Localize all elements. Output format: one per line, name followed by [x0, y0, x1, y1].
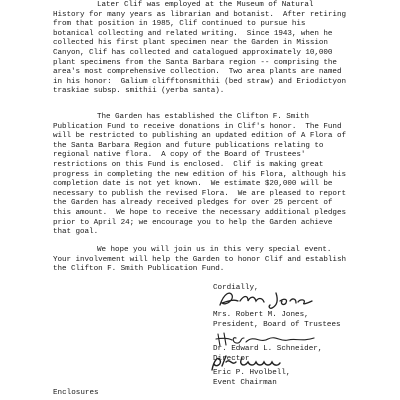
paragraph-line: collected his first plant specimen near the Garden in Mission	[53, 39, 328, 48]
paragraph-line: progress in completing the new edition of his Flora, although his	[53, 170, 346, 179]
paragraph-line: the Santa Barbara Region and future publications relating to	[53, 141, 324, 150]
paragraph-line: area's most comprehensive collection. Two area plants are named	[53, 68, 342, 77]
signatory-hvolbell	[213, 369, 290, 388]
paragraph-line: We hope you will join us in this very special event.	[97, 246, 332, 254]
paragraph-line: Later Clif was employed at the Museum of Natural	[97, 1, 314, 9]
signature-jones	[214, 289, 324, 311]
paragraph-line: restrictions on this Fund is enclosed. Clif is making great	[53, 160, 324, 169]
paragraph-line: traskiae subsp. smithii (yerba santa).	[53, 87, 225, 96]
paragraph-2	[53, 113, 383, 238]
paragraph-line: necessary to publish the revised Flora. We are pleased to report	[53, 189, 346, 198]
paragraph-line: botanical collecting and related writing. Since 1943, when he	[53, 29, 333, 38]
enclosures-note	[53, 389, 99, 399]
signatory-name: Eric P. Hvolbell,	[213, 369, 291, 377]
signatory-name: Dr. Edward L. Schneider,	[213, 345, 323, 353]
paragraph-line: the Clifton F. Smith Publication Fund.	[53, 265, 225, 274]
signatory-jones	[213, 311, 341, 330]
signatory-title: President, Board of Trustees	[213, 320, 341, 329]
closing-text: Cordially,	[213, 284, 259, 292]
paragraph-line: the Garden has already received pledges for over 25 percent of	[53, 199, 333, 208]
signatory-name: Mrs. Robert M. Jones,	[213, 311, 309, 319]
paragraph-line: that goal.	[53, 228, 99, 237]
paragraph-line: completion date is not yet known. We estimate $20,000 will be	[53, 180, 333, 189]
paragraph-line: regional native flora. A copy of the Board of Trustees'	[53, 151, 306, 160]
paragraph-line: History for many years as librarian and botanist. After retiring	[53, 10, 346, 19]
enclosures-label: Enclosures	[53, 389, 99, 397]
paragraph-line: Canyon, Clif has collected and catalogued approximately 10,000	[53, 48, 333, 57]
paragraph-line: plant specimens from the Santa Barbara region -- comprising the	[53, 58, 337, 67]
paragraph-1	[53, 1, 383, 97]
paragraph-line: will be restricted to publishing an updated edition of A Flora of	[53, 132, 346, 141]
paragraph-line: Publication Fund to receive donations in Clif's honor. The Fund	[53, 122, 342, 131]
paragraph-line: from that position in 1985, Clif continued to pursue his	[53, 20, 306, 29]
paragraph-3	[53, 246, 383, 275]
paragraph-line: prior to April 24; we encourage you to help the Garden achieve	[53, 218, 333, 227]
paragraph-line: The Garden has established the Clifton F. Smith	[97, 113, 309, 121]
paragraph-line: in his honor: Galium clifftonsmithii (bed straw) and Eriodictyon	[53, 77, 346, 86]
signatory-title: Director	[213, 354, 250, 363]
paragraph-line: this amount. We hope to receive the necessary additional pledges	[53, 208, 346, 217]
signatory-title: Event Chairman	[213, 378, 277, 387]
paragraph-line: Your involvement will help the Garden to honor Clif and establish	[53, 255, 346, 264]
